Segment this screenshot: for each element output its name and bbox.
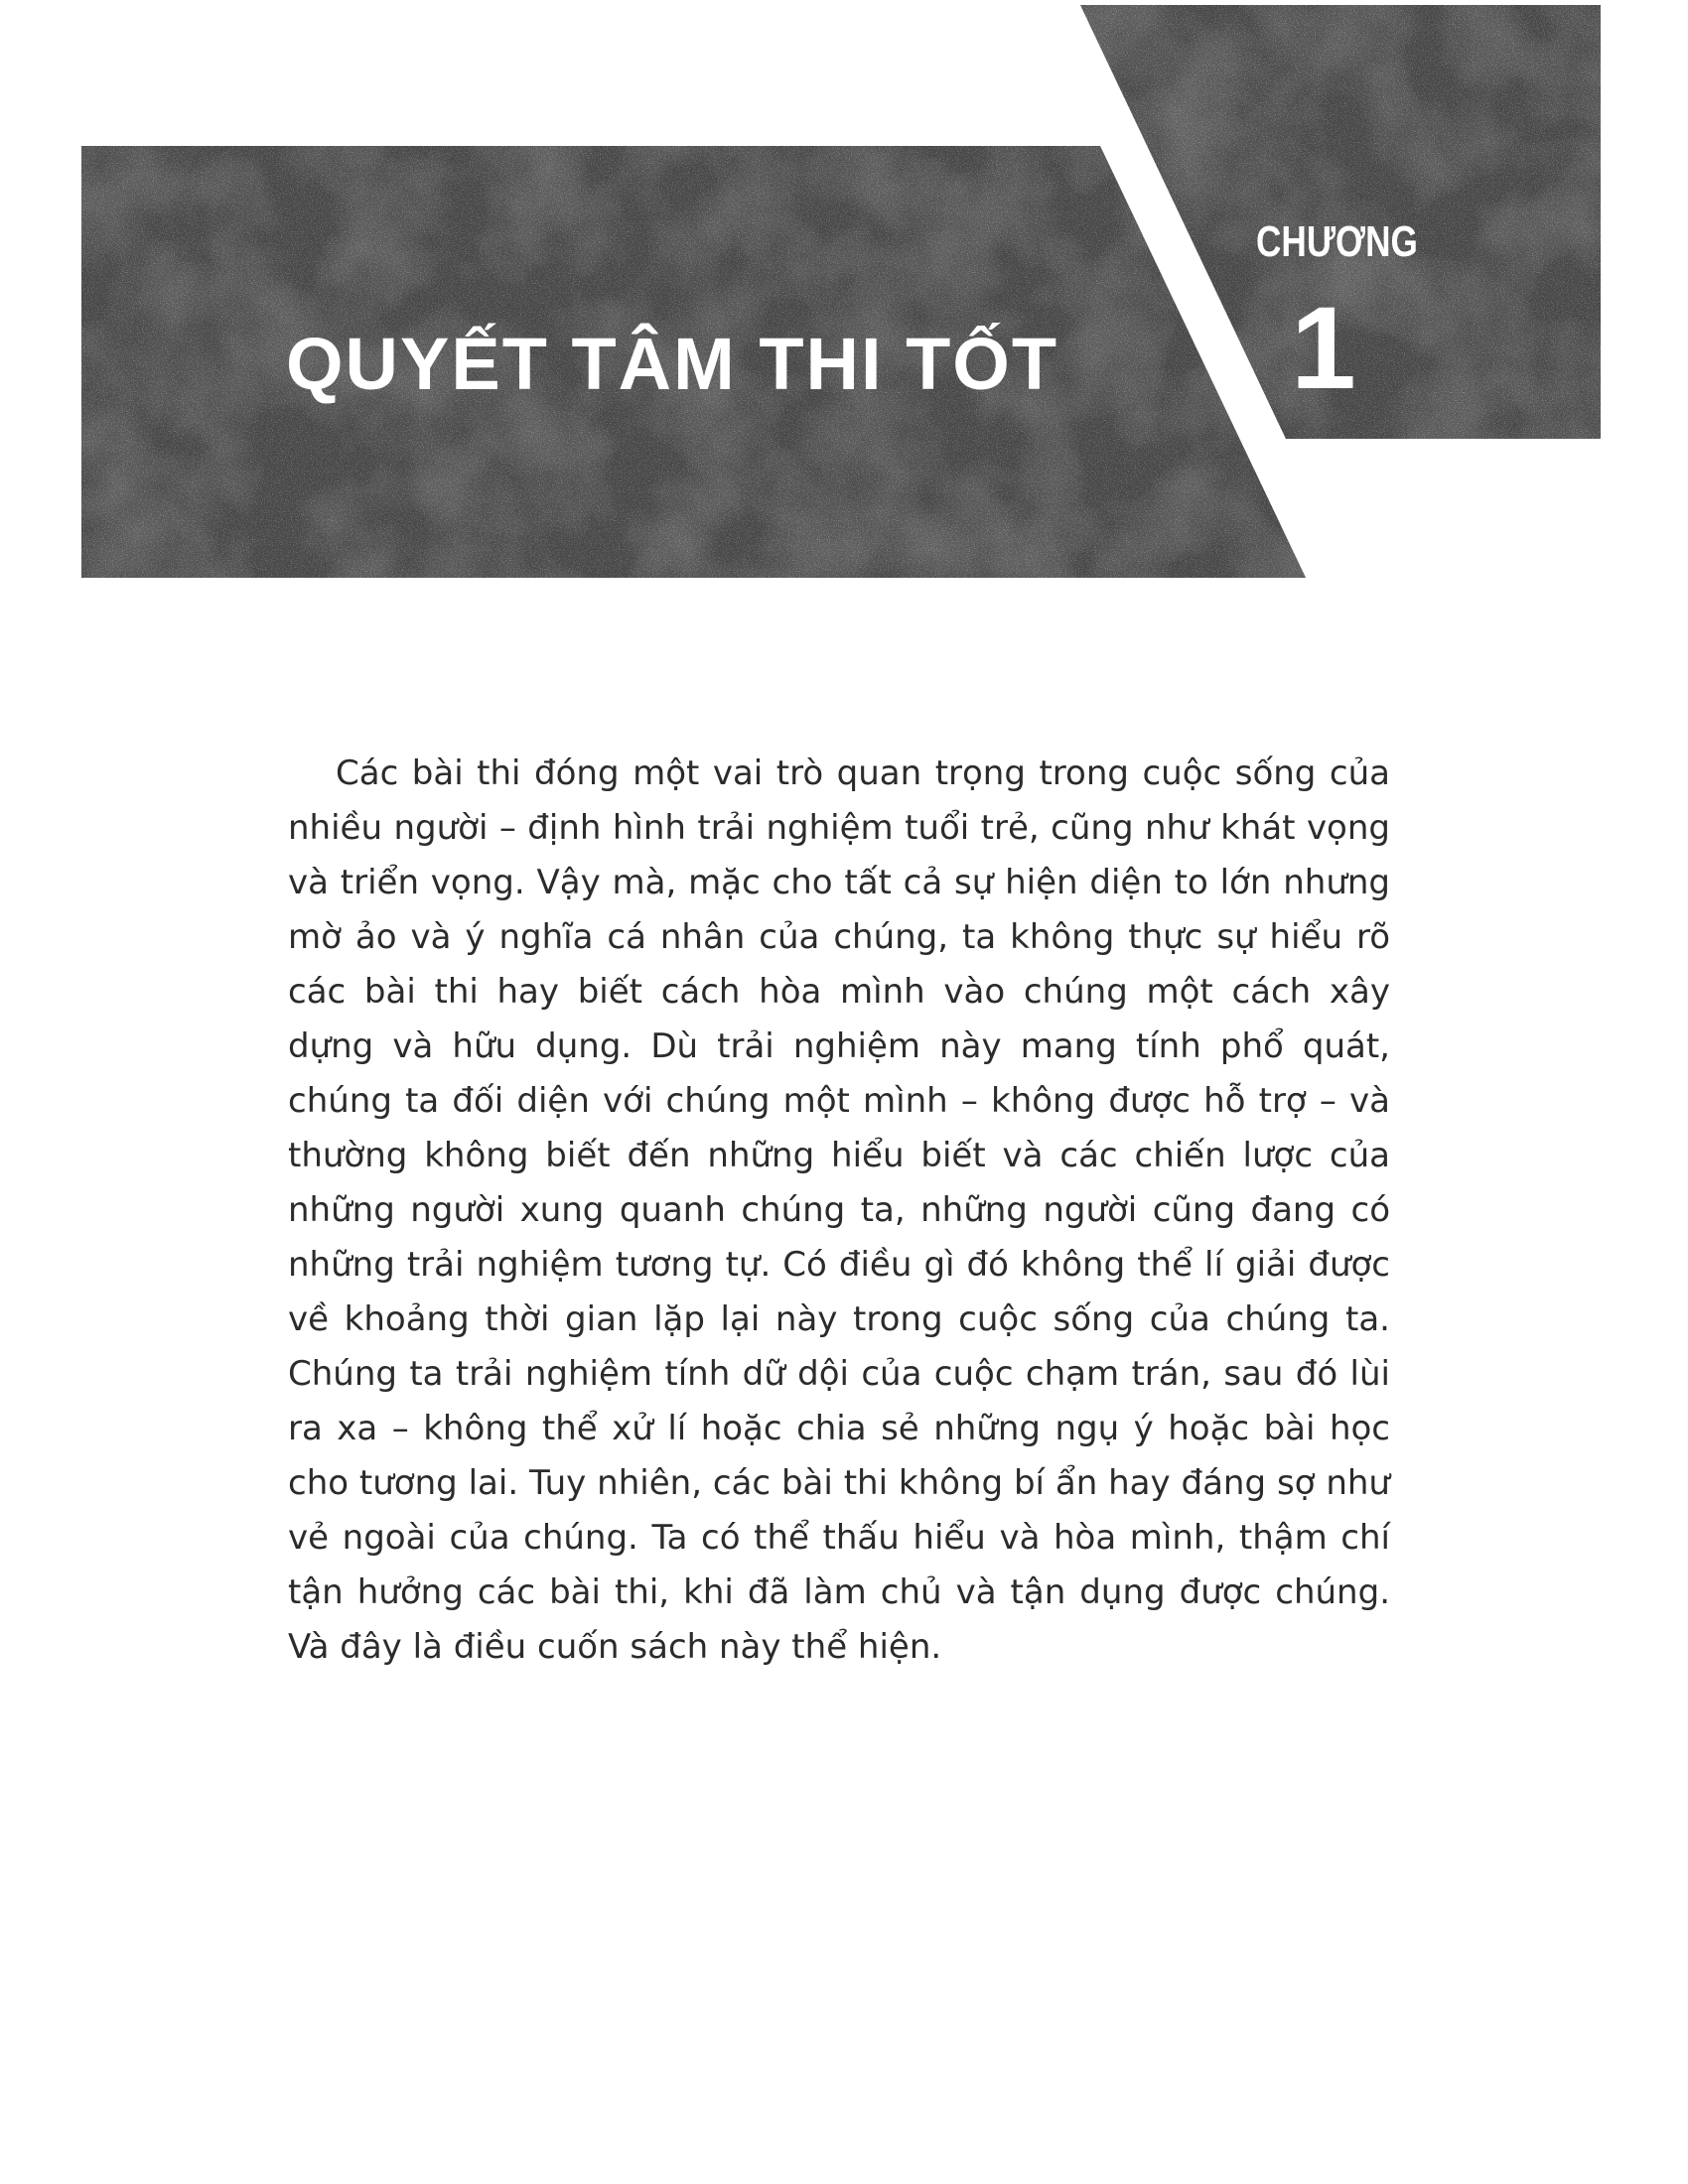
chapter-label: CHƯƠNG — [1256, 217, 1418, 266]
body-paragraph: Các bài thi đóng một vai trò quan trọng trong cuộc sống của nhiều người – định hình trải nghiệm tuổi trẻ, cũng như khát vọng và triển vọng. Vậy mà, mặc cho tất cả sự hiện diện to lớn nhưng mờ ảo và ý nghĩa cá nhân của chúng, ta không thực sự hiểu rõ các bài thi hay biết cách hòa mình vào chúng một cách xây dựng và hữu dụng. Dù trải nghiệm này mang tính phổ quát, chúng ta đối diện với chúng một mình – không được hỗ trợ – và thường không biết đến những hiểu biết và các chiến lược của những người xung quanh chúng ta, những người cũng đang có những trải nghiệm tương tự. Có điều gì đó không thể lí giải được về khoảng thời gian lặp lại này trong cuộc sống của chúng ta. Chúng ta trải nghiệm tính dữ dội của cuộc chạm trán, sau đó lùi ra xa – không thể xử lí hoặc chia sẻ những ngụ ý hoặc bài học cho tương lai. Tuy nhiên, các bài thi không bí ẩn hay đáng sợ như vẻ ngoài của chúng. Ta có thể thấu hiểu và hòa mình, thậm chí tận hưởng các bài thi, khi đã làm chủ và tận dụng được chúng. Và đây là điều cuốn sách này thể hiện. — [288, 753, 1390, 1667]
chapter-header-banner — [0, 0, 1688, 596]
chapter-number: 1 — [1291, 283, 1356, 414]
chapter-title: QUYẾT TÂM THI TỐT — [286, 323, 1059, 405]
